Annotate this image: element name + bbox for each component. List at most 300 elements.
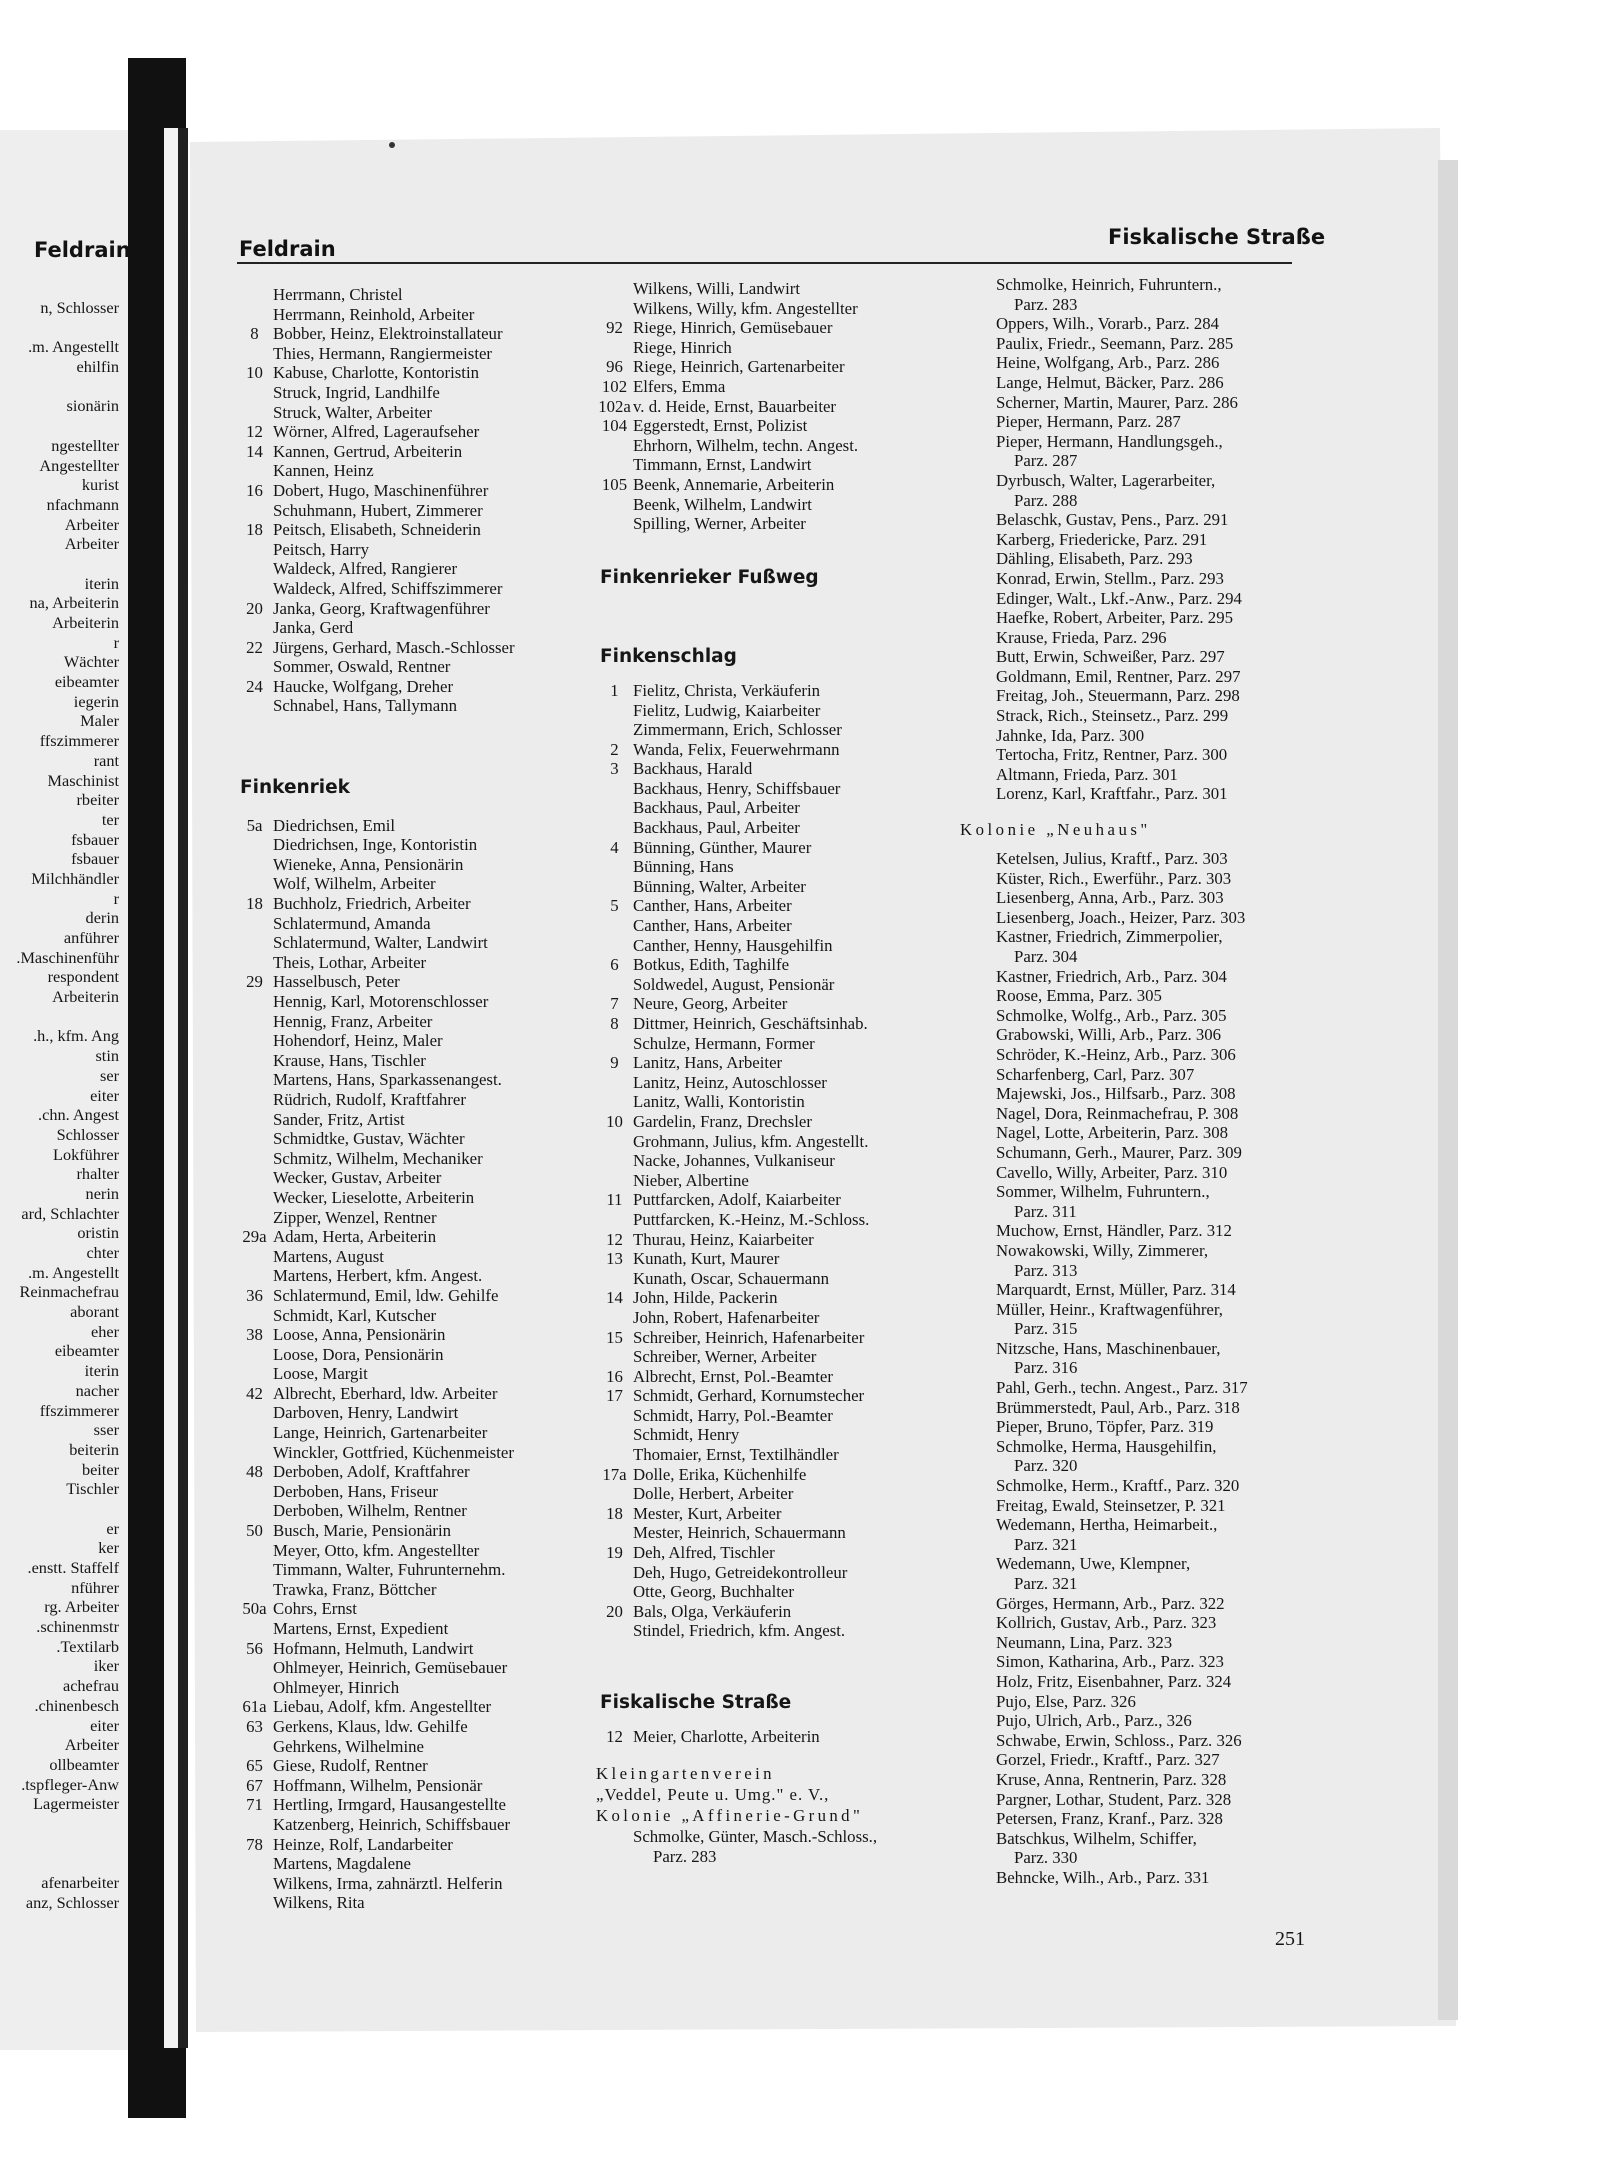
left-page-line: Schlosser: [56, 1124, 119, 1144]
left-page-line: [0, 416, 125, 436]
house-number: 20: [606, 1601, 623, 1621]
entry-text: Parz. 313: [1014, 1260, 1078, 1280]
left-page-line: nerin: [85, 1183, 119, 1203]
directory-entry: [236, 1541, 591, 1561]
left-page-line: anführer: [63, 928, 119, 947]
left-page-line: sionärin: [66, 396, 119, 416]
directory-entry: [958, 869, 1303, 889]
directory-entry: [596, 1425, 954, 1445]
directory-entry: [596, 1827, 954, 1847]
section-title-fussweg: Finkenrieker Fußweg: [600, 566, 819, 588]
left-page-line: ter: [101, 809, 119, 829]
entry-text: Mester, Heinrich, Schauermann: [633, 1523, 846, 1543]
directory-entry: [236, 1384, 591, 1404]
entry-text: Scherner, Martin, Maurer, Parz. 286: [996, 392, 1238, 412]
entry-text: Kastner, Friedrich, Zimmerpolier,: [996, 927, 1223, 947]
left-page-line: [0, 318, 125, 338]
entry-text: Dähling, Elisabeth, Parz. 293: [996, 549, 1193, 569]
entry-text: Adam, Herta, Arbeiterin: [273, 1227, 437, 1247]
left-page-line: chn. Angest.: [38, 1105, 119, 1125]
directory-entry: [958, 1182, 1303, 1202]
directory-entry: [236, 1639, 591, 1659]
directory-entry: [236, 1521, 591, 1541]
directory-entry: [236, 1266, 591, 1286]
directory-entry: [596, 279, 954, 299]
directory-entry: [236, 1580, 591, 1600]
directory-entry: [958, 726, 1303, 746]
house-number: 12: [606, 1229, 623, 1249]
entry-text: Parz. 283: [1014, 294, 1078, 314]
entry-text: Ehrhorn, Wilhelm, techn. Angest.: [633, 435, 859, 455]
entry-text: Schwabe, Erwin, Schloss., Parz. 326: [996, 1730, 1242, 1750]
entry-text: Canther, Henny, Hausgehilfin: [633, 935, 833, 955]
directory-entry: [236, 914, 591, 934]
entry-text: Sommer, Wilhelm, Fuhruntern.,: [996, 1182, 1210, 1202]
entry-text: Parz. 288: [1014, 490, 1078, 510]
left-page-line: enstt. Staffelf.: [27, 1558, 119, 1577]
directory-entry: [958, 1065, 1303, 1085]
directory-entry: [236, 1756, 591, 1776]
directory-entry: [596, 1484, 954, 1504]
entry-text: Grabowski, Willi, Arb., Parz. 306: [996, 1025, 1222, 1045]
entry-text: Schlatermund, Amanda: [273, 913, 431, 933]
entry-text: Wecker, Gustav, Arbeiter: [273, 1168, 442, 1188]
directory-entry: [236, 1482, 591, 1502]
directory-entry: [596, 1073, 954, 1093]
house-number: 9: [610, 1053, 619, 1073]
directory-entry: [958, 927, 1303, 947]
entry-text: Schmidt, Karl, Kutscher: [273, 1305, 437, 1325]
entry-text: Soldwedel, August, Pensionär: [633, 974, 835, 994]
entry-text: Muchow, Ernst, Händler, Parz. 312: [996, 1221, 1232, 1241]
directory-entry: [958, 1613, 1303, 1633]
entry-text: Neure, Georg, Arbeiter: [633, 994, 788, 1014]
entry-text: Ohlmeyer, Heinrich, Gemüsebauer: [273, 1658, 508, 1678]
garden-association-heading: „Veddel, Peute u. Umg." e. V.,: [596, 1785, 830, 1805]
garden-association-heading: Kolonie „Affinerie-Grund": [596, 1806, 864, 1826]
directory-entry: [596, 1092, 954, 1112]
entry-text: Goldmann, Emil, Rentner, Parz. 297: [996, 666, 1241, 686]
directory-entry: [236, 1403, 591, 1423]
left-page-line: r: [113, 888, 119, 908]
directory-entry: [236, 1168, 591, 1188]
directory-entry: [596, 455, 954, 475]
directory-entry: [958, 1025, 1303, 1045]
directory-entry: [236, 855, 591, 875]
entry-text: Beenk, Wilhelm, Landwirt: [633, 494, 812, 514]
directory-entry: [596, 720, 954, 740]
directory-entry: [596, 1288, 954, 1308]
directory-entry: [596, 495, 954, 515]
house-number: 16: [246, 480, 263, 500]
left-page-line: Angestellter: [39, 455, 119, 475]
directory-entry: [958, 1202, 1303, 1222]
entry-text: Kannen, Gertrud, Arbeiterin: [273, 441, 463, 461]
house-number: 38: [246, 1325, 263, 1345]
left-page-line: n, Schlosser: [40, 298, 119, 317]
left-page-line: ollbeamter: [49, 1754, 119, 1774]
colony-heading: Kolonie „Neuhaus": [960, 820, 1151, 840]
entry-text: Dyrbusch, Walter, Lagerarbeiter,: [996, 470, 1216, 490]
entry-text: Dittmer, Heinrich, Geschäftsinhab.: [633, 1014, 868, 1033]
directory-entry: [596, 416, 954, 436]
left-page-line: Maschinenführ.: [16, 947, 119, 967]
entry-text: Zipper, Wenzel, Rentner: [273, 1207, 437, 1227]
entry-text: Schmolke, Günter, Masch.-Schloss.,: [633, 1827, 878, 1847]
entry-text: Wilkens, Rita: [273, 1893, 365, 1913]
house-number: 8: [610, 1014, 619, 1033]
entry-text: Schlatermund, Emil, ldw. Gehilfe: [273, 1285, 499, 1305]
directory-entry: [236, 1188, 591, 1208]
left-page-line: Arbeiterin: [52, 613, 119, 632]
entry-text: Backhaus, Paul, Arbeiter: [633, 818, 800, 838]
entry-text: Konrad, Erwin, Stellm., Parz. 293: [996, 568, 1224, 588]
entry-text: Butt, Erwin, Schweißer, Parz. 297: [996, 647, 1225, 667]
house-number: 56: [246, 1638, 263, 1658]
entry-text: Parz. 330: [1014, 1848, 1078, 1868]
left-page-line: iterin: [84, 1361, 119, 1381]
house-number: 42: [246, 1383, 263, 1403]
directory-entry: [236, 383, 591, 403]
left-page-line: Lokführer: [53, 1144, 119, 1164]
entry-text: Parz. 316: [1014, 1358, 1078, 1378]
entry-text: Elfers, Emma: [633, 376, 726, 396]
directory-entry: [236, 324, 591, 344]
entry-text: Martens, Herbert, kfm. Angest.: [273, 1266, 483, 1286]
directory-entry: [236, 599, 591, 619]
entry-text: Trawka, Franz, Böttcher: [273, 1579, 437, 1599]
directory-entry: [596, 955, 954, 975]
directory-entry: [958, 1809, 1303, 1829]
entry-text: Freitag, Joh., Steuermann, Parz. 298: [996, 686, 1240, 706]
entry-text: Küster, Rich., Ewerführ., Parz. 303: [996, 868, 1232, 888]
left-page-line: respondent: [47, 967, 119, 987]
left-page-line: eiter: [90, 1715, 119, 1735]
left-page-line: beiterin: [69, 1439, 119, 1459]
left-page-line: Wächter: [63, 652, 119, 672]
directory-entry: [958, 295, 1303, 315]
entry-text: Strack, Rich., Steinsetz., Parz. 299: [996, 706, 1229, 726]
entry-text: Parz. 304: [1014, 947, 1078, 966]
entry-text: Canther, Hans, Arbeiter: [633, 916, 792, 936]
left-page-line: r: [113, 632, 119, 652]
left-page-line: aborant: [70, 1302, 119, 1322]
directory-entry: [596, 1269, 954, 1289]
directory-entry: [958, 451, 1303, 471]
directory-entry: [596, 357, 954, 377]
house-number: 5a: [246, 815, 263, 835]
directory-entry: [958, 1672, 1303, 1692]
entry-text: Lanitz, Heinz, Autoschlosser: [633, 1072, 827, 1092]
directory-entry: [596, 759, 954, 779]
directory-entry: [596, 1132, 954, 1152]
directory-entry: [958, 471, 1303, 491]
directory-entry: [958, 1339, 1303, 1359]
entry-text: Riege, Hinrich, Gemüsebauer: [633, 318, 833, 338]
left-page-line: ker: [98, 1538, 119, 1558]
entry-text: Parz. 315: [1014, 1319, 1078, 1339]
directory-entry: [958, 784, 1303, 804]
directory-entry: [958, 1848, 1303, 1868]
entry-text: Meier, Charlotte, Arbeiterin: [633, 1726, 820, 1746]
directory-entry: [596, 1465, 954, 1485]
entry-text: Katzenberg, Heinrich, Schiffsbauer: [273, 1814, 511, 1834]
directory-entry: [958, 491, 1303, 511]
left-page-line: rant: [93, 750, 119, 770]
left-page-line: nfachmann: [46, 494, 119, 514]
directory-entry: [958, 373, 1303, 393]
directory-entry: [236, 1247, 591, 1267]
entry-text: Martens, Ernst, Expedient: [273, 1619, 449, 1638]
entry-text: Altmann, Frieda, Parz. 301: [996, 764, 1178, 784]
entry-text: Parz. 287: [1014, 451, 1078, 471]
directory-entry: [596, 299, 954, 319]
entry-text: Schmolke, Heinrich, Fuhruntern.,: [996, 275, 1222, 294]
directory-entry: [958, 1476, 1303, 1496]
entry-text: Schröder, K.-Heinz, Arb., Parz. 306: [996, 1044, 1236, 1064]
directory-entry: [236, 540, 591, 560]
entry-text: Gardelin, Franz, Drechsler: [633, 1111, 812, 1131]
directory-entry: [236, 992, 591, 1012]
left-page-line: eibeamter: [54, 672, 119, 692]
directory-entry: [958, 412, 1303, 432]
entry-text: Neumann, Lina, Parz. 323: [996, 1632, 1173, 1652]
house-number: 36: [246, 1285, 263, 1305]
left-page-line: iegerin: [73, 691, 119, 711]
entry-text: Tertocha, Fritz, Rentner, Parz. 300: [996, 745, 1228, 765]
entry-text: Nagel, Dora, Reinmachefrau, P. 308: [996, 1103, 1239, 1123]
house-number: 10: [246, 363, 263, 383]
page-header-right: Fiskalische Straße: [1108, 225, 1326, 249]
entry-text: Paulix, Friedr., Seemann, Parz. 285: [996, 333, 1234, 353]
directory-entry: [958, 1417, 1303, 1437]
directory-entry: [958, 947, 1303, 967]
entry-text: Janka, Georg, Kraftwagenführer: [273, 598, 490, 618]
entry-text: Schulze, Hermann, Former: [633, 1033, 815, 1053]
directory-entry: [596, 1308, 954, 1328]
left-page-line: eibeamter: [54, 1341, 119, 1361]
entry-text: Spilling, Werner, Arbeiter: [633, 514, 806, 534]
directory-entry: [596, 818, 954, 838]
entry-text: Wilkens, Irma, zahnärztl. Helferin: [273, 1873, 503, 1893]
house-number: 14: [246, 441, 263, 461]
directory-entry: [958, 1750, 1303, 1770]
directory-entry: [236, 1462, 591, 1482]
house-number: 104: [601, 416, 628, 436]
entry-text: Wecker, Lieselotte, Arbeiterin: [273, 1187, 475, 1207]
entry-text: Backhaus, Harald: [633, 759, 753, 779]
entry-text: Bünning, Hans: [633, 857, 734, 877]
entry-text: Peitsch, Harry: [273, 539, 370, 559]
directory-entry: [236, 933, 591, 953]
entry-text: Lange, Helmut, Bäcker, Parz. 286: [996, 372, 1224, 392]
house-number: 1: [610, 680, 619, 700]
directory-entry: [958, 706, 1303, 726]
house-number: 12: [246, 422, 263, 442]
directory-entry: [596, 1445, 954, 1465]
directory-entry: [236, 1795, 591, 1815]
section-title-fiskalische: Fiskalische Straße: [600, 1692, 792, 1713]
entry-text: Theis, Lothar, Arbeiter: [273, 952, 427, 972]
entry-text: Botkus, Edith, Taghilfe: [633, 955, 790, 975]
directory-entry: [958, 1456, 1303, 1476]
left-page-line: nacher: [75, 1380, 119, 1400]
entry-text: Brümmerstedt, Paul, Arb., Parz. 318: [996, 1397, 1240, 1417]
directory-entry: [236, 481, 591, 501]
left-page-line: rg. Arbeiter: [44, 1597, 119, 1617]
entry-text: Struck, Ingrid, Landhilfe: [273, 382, 440, 402]
house-number: 65: [246, 1756, 263, 1776]
directory-entry: [236, 1227, 591, 1247]
entry-text: Hoffmann, Wilhelm, Pensionär: [273, 1775, 483, 1795]
directory-entry: [236, 1697, 591, 1717]
entry-text: Bobber, Heinz, Elektroinstallateur: [273, 324, 503, 344]
directory-entry: [236, 657, 591, 677]
directory-entry: [236, 1012, 591, 1032]
entry-text: Derboben, Hans, Friseur: [273, 1481, 438, 1501]
directory-entry: [596, 397, 954, 417]
entry-text: Puttfarcken, Adolf, Kaiarbeiter: [633, 1190, 841, 1210]
entry-text: Schuhmann, Hubert, Zimmerer: [273, 500, 483, 520]
directory-entry: [958, 908, 1303, 928]
directory-entry: [596, 1367, 954, 1387]
entry-text: Martens, August: [273, 1246, 384, 1266]
directory-entry: [958, 275, 1303, 295]
directory-entry: [596, 1328, 954, 1348]
directory-entry: [236, 1051, 591, 1071]
directory-entry: [958, 1280, 1303, 1300]
directory-entry: [958, 353, 1303, 373]
directory-entry: [236, 1129, 591, 1149]
house-number: 18: [606, 1503, 623, 1523]
entry-text: Loose, Anna, Pensionärin: [273, 1325, 446, 1345]
directory-entry: [596, 936, 954, 956]
directory-entry: [596, 514, 954, 534]
left-page-line: stin: [95, 1046, 119, 1066]
column-1: [236, 285, 591, 1913]
directory-entry: [958, 1104, 1303, 1124]
left-page-line: [0, 1853, 125, 1873]
entry-text: Schreiber, Werner, Arbeiter: [633, 1347, 817, 1367]
entry-text: Derboben, Adolf, Kraftfahrer: [273, 1462, 470, 1482]
house-number: 10: [606, 1111, 623, 1131]
directory-entry: [958, 510, 1303, 530]
directory-entry: [236, 344, 591, 364]
left-page-line: sser: [93, 1420, 119, 1440]
entry-text: Hohendorf, Heinz, Maler: [273, 1031, 443, 1051]
entry-text: Hennig, Franz, Arbeiter: [273, 1011, 433, 1031]
left-page-line: tspfleger-Anw.: [21, 1774, 119, 1794]
entry-text: Waldeck, Alfred, Schiffszimmerer: [273, 578, 503, 598]
entry-text: Bals, Olga, Verkäuferin: [633, 1601, 792, 1621]
left-page-line: Milchhändler: [31, 868, 119, 888]
directory-entry: [236, 1325, 591, 1345]
directory-entry: [958, 1574, 1303, 1594]
entry-text: Dolle, Herbert, Arbeiter: [633, 1484, 794, 1504]
directory-entry: [236, 1110, 591, 1130]
directory-entry: [596, 1347, 954, 1367]
entry-text: Pieper, Hermann, Handlungsgeh.,: [996, 431, 1223, 451]
house-number: 71: [246, 1795, 263, 1815]
column-2: [596, 279, 954, 1866]
house-number: 92: [606, 318, 623, 338]
garden-association-heading: Kleingartenverein: [596, 1764, 775, 1784]
left-page-line: [0, 1007, 125, 1027]
entry-text: Schmidtke, Gustav, Wächter: [273, 1129, 465, 1149]
entry-text: Oppers, Wilh., Vorarb., Parz. 284: [996, 314, 1220, 334]
directory-entry: [236, 1854, 591, 1874]
entry-text: Wörner, Alfred, Lageraufseher: [273, 422, 480, 442]
directory-entry: [596, 1171, 954, 1191]
directory-entry: [958, 314, 1303, 334]
entry-text: Haucke, Wolfgang, Dreher: [273, 676, 454, 696]
left-page-line: ffszimmerer: [39, 1400, 119, 1420]
entry-text: Fielitz, Ludwig, Kaiarbeiter: [633, 700, 821, 720]
entry-text: Schmitz, Wilhelm, Mechaniker: [273, 1148, 483, 1168]
directory-entry: [596, 1053, 954, 1073]
house-number: 17: [606, 1386, 623, 1406]
left-page-line: m. Angestellt.: [28, 1262, 119, 1282]
directory-entry: [596, 877, 954, 897]
entry-text: Pieper, Hermann, Parz. 287: [996, 412, 1181, 432]
directory-entry: [236, 501, 591, 521]
directory-entry: [596, 1543, 954, 1563]
directory-entry: [596, 1406, 954, 1426]
directory-entry: [596, 1230, 954, 1250]
directory-entry: [958, 1319, 1303, 1339]
house-number: 4: [610, 837, 619, 857]
entry-text: Gerkens, Klaus, ldw. Gehilfe: [273, 1716, 468, 1736]
entry-text: Petersen, Franz, Kranf., Parz. 328: [996, 1809, 1223, 1829]
directory-entry: [596, 1727, 954, 1747]
entry-text: Schumann, Gerh., Maurer, Parz. 309: [996, 1142, 1242, 1162]
house-number: 12: [606, 1726, 623, 1746]
directory-entry: [596, 798, 954, 818]
entry-text: Heine, Wolfgang, Arb., Parz. 286: [996, 353, 1220, 373]
column-3: [958, 275, 1303, 1888]
house-number: 102a: [598, 396, 631, 416]
entry-text: Nitzsche, Hans, Maschinenbauer,: [996, 1338, 1221, 1358]
entry-text: Dobert, Hugo, Maschinenführer: [273, 480, 489, 500]
entry-text: Otte, Georg, Buchhalter: [633, 1582, 794, 1602]
directory-entry: [236, 1599, 591, 1619]
left-page-line: m. Angestellt.: [28, 337, 119, 357]
entry-text: Kollrich, Gustav, Arb., Parz. 323: [996, 1613, 1217, 1633]
entry-text: Mester, Kurt, Arbeiter: [633, 1503, 782, 1523]
house-number: 7: [610, 994, 619, 1014]
directory-entry: [236, 559, 591, 579]
directory-entry: [236, 1717, 591, 1737]
directory-entry: [958, 686, 1303, 706]
left-page-line: eiter: [90, 1085, 119, 1105]
entry-text: Kastner, Friedrich, Arb., Parz. 304: [996, 966, 1227, 986]
entry-text: Pujo, Else, Parz. 326: [996, 1691, 1136, 1711]
print-dot: [389, 142, 395, 148]
entry-text: Schmidt, Harry, Pol.-Beamter: [633, 1405, 833, 1425]
directory-entry: [236, 894, 591, 914]
directory-entry: [236, 363, 591, 383]
house-number: 29: [246, 972, 263, 992]
entry-text: Herrmann, Christel: [273, 285, 403, 304]
directory-entry: [236, 696, 591, 716]
directory-entry: [236, 285, 591, 305]
left-page-line: ngestellter: [51, 435, 119, 455]
directory-entry: [236, 1423, 591, 1443]
directory-entry: [236, 520, 591, 540]
directory-entry: [596, 1151, 954, 1171]
entry-text: Krause, Hans, Tischler: [273, 1050, 426, 1070]
entry-text: Lanitz, Hans, Arbeiter: [633, 1053, 783, 1073]
